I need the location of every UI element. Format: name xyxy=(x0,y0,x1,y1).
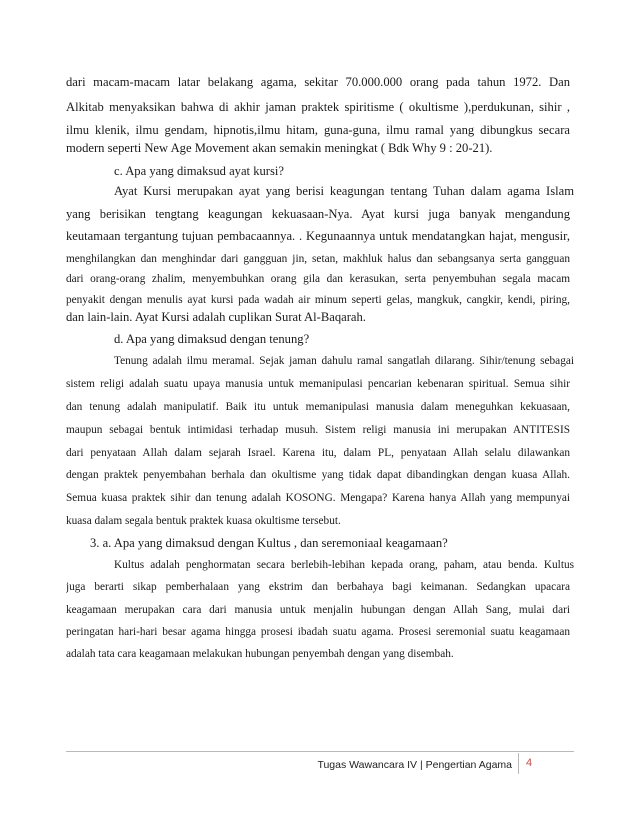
text-line: Kultus adalah penghormatan secara berlebih-lebihan kepada orang, paham, atau benda. Kultus xyxy=(114,560,574,571)
text-line: penyakit dengan menulis ayat kursi pada wadah air minum seperti gelas, mangkuk, cangkir, kendi, piring, xyxy=(66,295,570,306)
text-line: keagamaan merupakan cara dari manusia untuk menjalin hubungan dengan Allah Sang, mulai dari xyxy=(66,605,570,616)
text-line: dari macam-macam latar belakang agama, sekitar 70.000.000 orang pada tahun 1972. Dan xyxy=(66,76,570,89)
text-line: dari orang-orang zhalim, menyembuhkan orang gila dan kerasukan, serta penyembuhan segala macam xyxy=(66,274,570,285)
text-line: juga berarti sikap pemberhalaan yang ekstrim dan berbahaya bagi keimanan. Sedangkan upacara xyxy=(66,582,570,593)
text-line: dan tenung adalah manipulatif. Baik itu untuk memanipulasi manusia dalam meneguhkan kekuasaan, xyxy=(66,402,570,413)
text-line: Ayat Kursi merupakan ayat yang berisi keagungan tentang Tuhan dalam agama Islam xyxy=(114,185,574,198)
text-line: keutamaan tergantung tujuan pembacaannya. . Kegunaannya untuk mendatangkan hajat, mengusir, xyxy=(66,230,570,243)
question-heading: 3. a. Apa yang dimaksud dengan Kultus , dan seremoniaal keagamaan? xyxy=(90,537,448,550)
text-line: Tenung adalah ilmu meramal. Sejak jaman dahulu ramal sangatlah dilarang. Sihir/tenung sebagai xyxy=(114,356,574,367)
footer-title: Tugas Wawancara IV | Pengertian Agama xyxy=(317,759,512,771)
text-line: maupun sebagai bentuk intimidasi terhadap musuh. Sistem religi manusia ini merupakan ANTITESIS xyxy=(66,425,570,436)
text-line: ilmu klenik, ilmu gendam, hipnotis,ilmu hitam, guna-guna, ilmu ramal yang dibungkus secara xyxy=(66,124,570,137)
text-line: Alkitab menyaksikan bahwa di akhir jaman praktek spiritisme ( okultisme ),perdukunan, sihir , xyxy=(66,101,570,114)
text-line: modern seperti New Age Movement akan semakin meningkat ( Bdk Why 9 : 20-21). xyxy=(66,142,493,155)
text-line: menghilangkan dan menghindar dari gangguan jin, setan, makhluk halus dan sebangsanya serta gangguan xyxy=(66,254,570,265)
text-line: kuasa dalam segala bentuk praktek kuasa okultisme tersebut. xyxy=(66,516,341,527)
text-line: sistem religi adalah suatu upaya manusia untuk memanipulasi pencarian kebenaran spiritual. Semua sihir xyxy=(66,379,570,390)
question-heading: c. Apa yang dimaksud ayat kursi? xyxy=(114,165,284,178)
text-line: yang berisikan tengtang keagungan kekuasaan-Nya. Ayat kursi juga banyak mengandung xyxy=(66,208,570,221)
question-heading: d. Apa yang dimaksud dengan tenung? xyxy=(114,333,310,346)
text-line: dan lain-lain. Ayat Kursi adalah cuplikan Surat Al-Baqarah. xyxy=(66,311,366,324)
page-number: 4 xyxy=(519,753,571,774)
text-line: peringatan hari-hari besar agama hingga prosesi ibadah suatu agama. Prosesi seremonial suatu keagamaan xyxy=(66,627,570,638)
footer-divider xyxy=(66,751,574,752)
text-line: dari penyataan Allah dalam sejarah Israel. Karena itu, dalam PL, penyataan Allah selalu dilawankan xyxy=(66,448,570,459)
text-line: Semua kuasa praktek sihir dan tenung adalah KOSONG. Mengapa? Karena hanya Allah yang mempunyai xyxy=(66,493,570,504)
text-line: adalah tata cara keagamaan melakukan hubungan penyembah dengan yang disembah. xyxy=(66,649,454,660)
text-line: dengan praktek penyembahan berhala dan okultisme yang tidak dapat dibandingkan dengan kuasa Allah. xyxy=(66,470,570,481)
